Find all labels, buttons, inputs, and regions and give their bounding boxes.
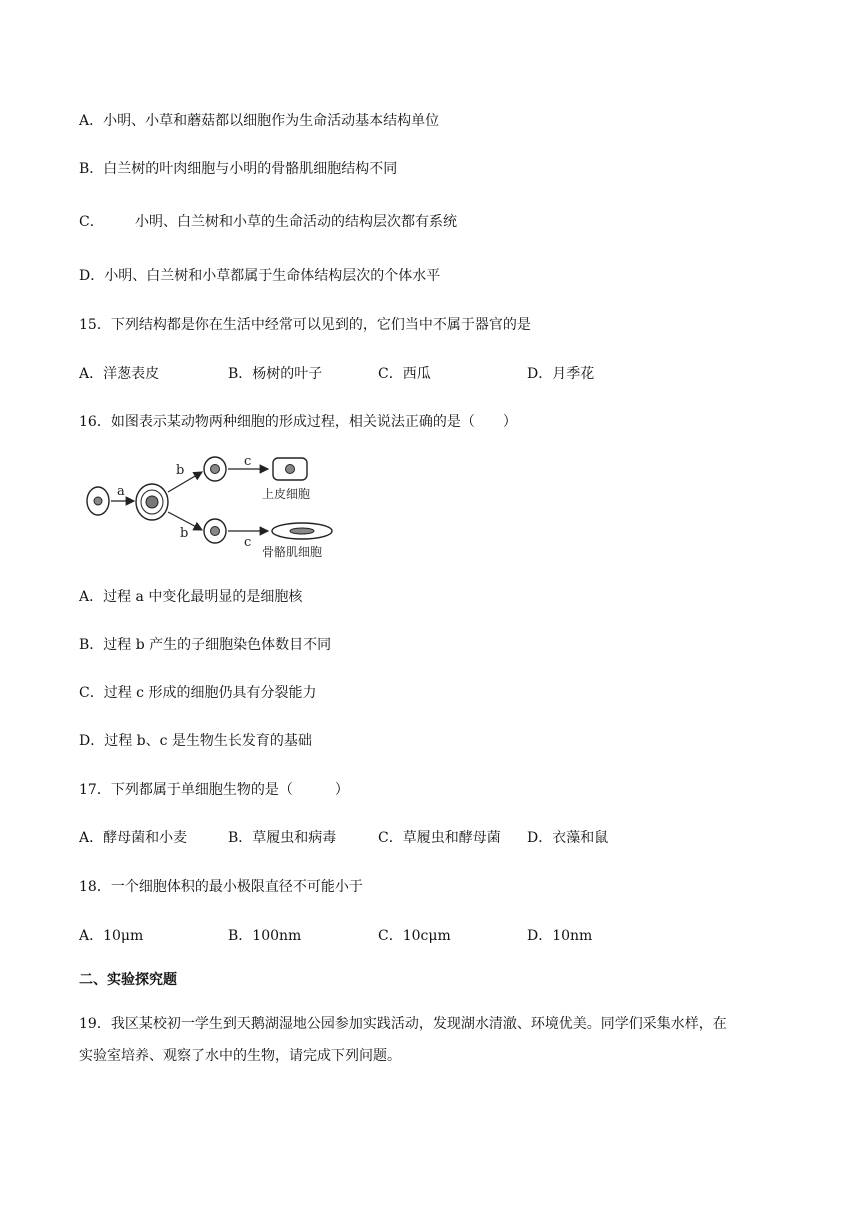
q19-stem-line1: 19．我区某校初一学生到天鹅湖湿地公园参加实践活动，发现湖水清澈、环境优美。同学们采集水样，在 <box>79 1016 727 1032</box>
enlarged-cell <box>136 484 168 520</box>
label-a: a <box>117 484 125 499</box>
q18-option-b: B．100nm <box>228 928 302 944</box>
q14-option-a: A．小明、小草和蘑菇都以细胞作为生命活动基本结构单位 <box>79 113 440 129</box>
daughter-cell-bottom <box>204 519 226 543</box>
q16-stem: 16．如图表示某动物两种细胞的形成过程，相关说法正确的是（ ） <box>79 414 517 430</box>
q18-option-a: A．10μm <box>79 928 144 944</box>
initial-cell <box>87 487 109 515</box>
epithelial-cell-label: 上皮细胞 <box>262 487 311 501</box>
q16-option-d: D．过程 b、c 是生物生长发育的基础 <box>79 733 312 749</box>
q14-option-c: 小明、白兰树和小草的生命活动的结构层次都有系统 <box>135 214 457 230</box>
q17-options <box>79 828 799 848</box>
q15-options <box>79 364 799 384</box>
q16-option-c: C．过程 c 形成的细胞仍具有分裂能力 <box>79 685 317 701</box>
q14-option-c-label: C． <box>79 214 104 230</box>
q17-stem: 17．下列都属于单细胞生物的是（ ） <box>79 782 349 798</box>
epithelial-cell <box>273 458 307 480</box>
q15-option-c: C．西瓜 <box>378 366 431 382</box>
q17-option-d: D．衣藻和鼠 <box>527 830 609 846</box>
q17-option-b: B．草履虫和病毒 <box>228 830 337 846</box>
cell-differentiation-diagram <box>82 456 342 560</box>
arrow-b-top <box>168 472 202 492</box>
q15-stem: 15．下列结构都是你在生活中经常可以见到的，它们当中不属于器官的是 <box>79 317 531 333</box>
skeletal-muscle-cell <box>272 523 332 539</box>
label-b-bottom: b <box>180 526 189 541</box>
daughter-cell-top <box>204 457 226 481</box>
label-b-top: b <box>176 463 185 478</box>
label-c-top: c <box>244 456 252 469</box>
skeletal-muscle-cell-label: 骨骼肌细胞 <box>262 545 323 559</box>
q17-option-a: A．酵母菌和小麦 <box>79 830 188 846</box>
q18-options <box>79 926 799 946</box>
q18-option-c: C．10cμm <box>378 928 451 944</box>
q14-option-b: B．白兰树的叶肉细胞与小明的骨骼肌细胞结构不同 <box>79 161 398 177</box>
q18-stem: 18．一个细胞体积的最小极限直径不可能小于 <box>79 879 363 895</box>
q15-option-b: B．杨树的叶子 <box>228 366 323 382</box>
section-heading: 二、实验探究题 <box>79 972 177 988</box>
q17-option-c: C．草履虫和酵母菌 <box>378 830 501 846</box>
q15-option-a: A．洋葱表皮 <box>79 366 160 382</box>
q15-option-d: D．月季花 <box>527 366 595 382</box>
q18-option-d: D．10nm <box>527 928 593 944</box>
q16-option-a: A．过程 a 中变化最明显的是细胞核 <box>79 589 303 605</box>
q14-option-d: D．小明、白兰树和小草都属于生命体结构层次的个体水平 <box>79 268 441 284</box>
q16-option-b: B．过程 b 产生的子细胞染色体数目不同 <box>79 637 332 653</box>
q19-stem-line2: 实验室培养、观察了水中的生物，请完成下列问题。 <box>79 1048 401 1064</box>
label-c-bottom: c <box>244 535 252 550</box>
